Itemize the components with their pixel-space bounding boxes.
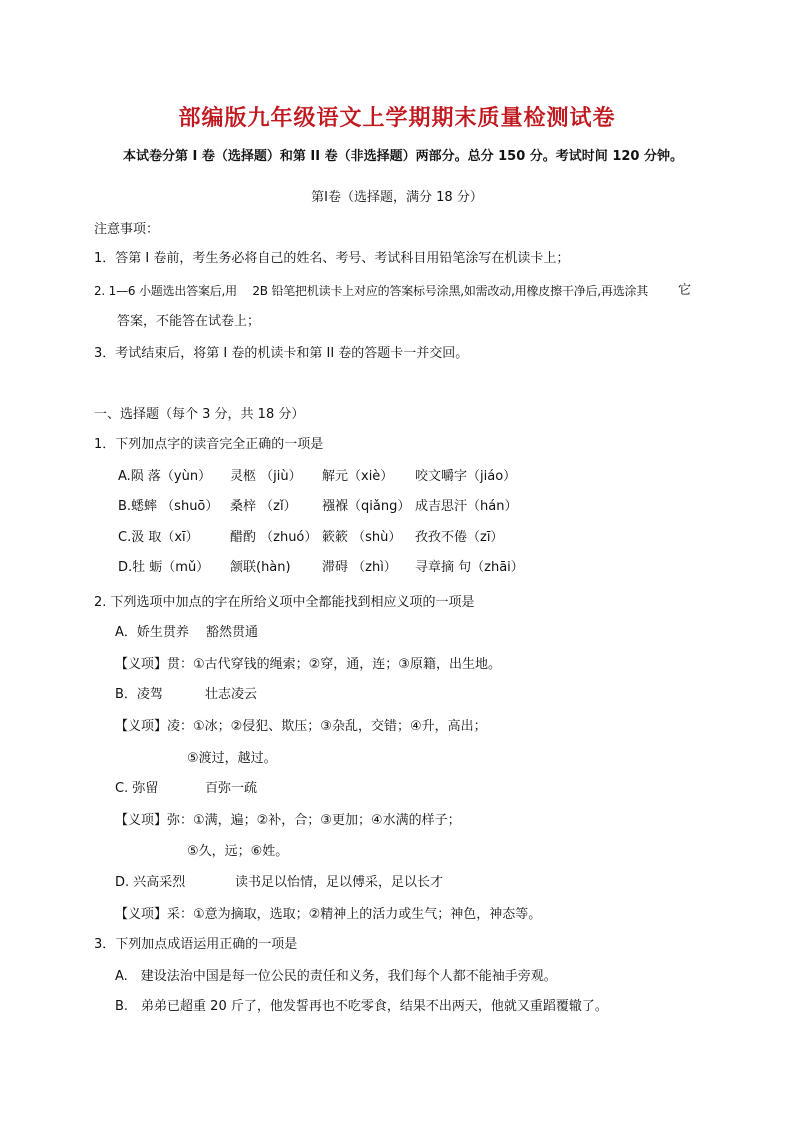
q1-option-c-1: C.汲 取（xī） [118,530,199,545]
q2-option-a: A．娇生贯养 豁然贯通 [115,625,259,640]
q1-option-d-3: 滞碍 （zhì） [322,560,397,575]
notice-item-2: 2. 1—6 小题选出答案后,用 2B 铅笔把机读卡上对应的答案标号涂黑,如需改动,用橡皮擦干净后,再选涂其 [94,284,649,298]
q1-option-b-4: 成吉思汗（hán） [415,499,518,514]
q3-option-b: B. 弟弟已超重 20 斤了，他发誓再也不吃零食，结果不出两天，他就又重蹈覆辙了。 [115,999,608,1014]
q1-option-a-4: 咬文嚼字（jiáo） [415,469,517,484]
q1-option-c-3: 簌簌 （shù） [322,530,402,545]
q2-option-d-meaning: 【义项】采：①意为摘取，选取；②精神上的活力或生气；神色，神态等。 [115,907,542,922]
q1-option-b-1: B.蟋蟀 （shuō） [118,499,219,514]
q1-option-a-1: A.陨 落（yùn） [118,469,212,484]
q2-stem: 2. 下列选项中加点的字在所给义项中全都能找到相应义项的一项是 [94,595,475,610]
section1-heading: 一、选择题（每个 3 分，共 18 分） [94,407,305,422]
q1-option-c-2: 醋酌 （zhuó） [230,530,318,545]
q2-option-b-meaning-2: ⑤渡过，越过。 [187,751,277,766]
q3-option-a: A. 建设法治中国是每一位公民的责任和义务，我们每个人都不能袖手旁观。 [115,969,557,984]
notice-heading: 注意事项： [94,222,160,237]
q2-option-c-word1: C. 弥留 [115,781,159,796]
q1-option-c-4: 孜孜不倦（zī） [415,530,504,545]
q1-option-d-4: 寻章摘 句（zhāi） [415,560,524,575]
q2-option-c-meaning-1: 【义项】弥：①满，遍；②补，合；③更加；④水满的样子； [115,813,461,828]
part1-heading: 第Ⅰ卷（选择题，满分 18 分） [311,190,483,205]
notice-item-3: 3．考试结束后，将第 Ⅰ 卷的机读卡和第 II 卷的答题卡一并交回。 [94,346,469,361]
q2-option-c-meaning-2: ⑤久，远；⑥姓。 [187,844,289,859]
q1-option-b-2: 桑梓 （zǐ） [230,499,297,514]
q2-option-b-meaning-1: 【义项】凌：①冰；②侵犯、欺压；③杂乱，交错；④升，高出； [115,719,487,734]
q1-stem: 1．下列加点字的读音完全正确的一项是 [94,437,324,452]
q1-option-a-2: 灵柩 （jiù） [230,469,302,484]
notice-item-1: 1．答第 Ⅰ 卷前，考生务必将自己的姓名、考号、考试科目用铅笔涂写在机读卡上； [94,251,570,266]
q3-stem: 3．下列加点成语运用正确的一项是 [94,937,298,952]
q2-option-b-word1: B．凌驾 [115,687,163,702]
page-title: 部编版九年级语文上学期期末质量检测试卷 [178,106,616,131]
q2-option-b-word2: 壮志凌云 [205,687,258,702]
q1-option-b-3: 襁褓（qiǎng） [322,499,411,514]
q1-option-d-2: 颔联(hàn) [230,560,291,575]
notice-item-2-cont: 答案，不能答在试卷上； [117,314,261,329]
notice-item-2-tail: 它 [678,283,692,298]
q1-option-a-3: 解元（xiè） [322,469,394,484]
q2-option-c-word2: 百弥一疏 [205,781,258,796]
q2-option-d-word2: 读书足以怡情，足以傅采，足以长才 [235,875,444,890]
q1-option-d-1: D.牡 蛎（mǔ） [118,560,210,575]
q2-option-d-word1: D. 兴高采烈 [115,875,186,890]
q2-option-a-meaning: 【义项】贯：①古代穿钱的绳索；②穿，通，连；③原籍，出生地。 [115,657,501,672]
intro-text: 本试卷分第 Ⅰ 卷（选择题）和第 II 卷（非选择题）两部分。总分 150 分。考试时间 120 分钟。 [123,149,683,164]
